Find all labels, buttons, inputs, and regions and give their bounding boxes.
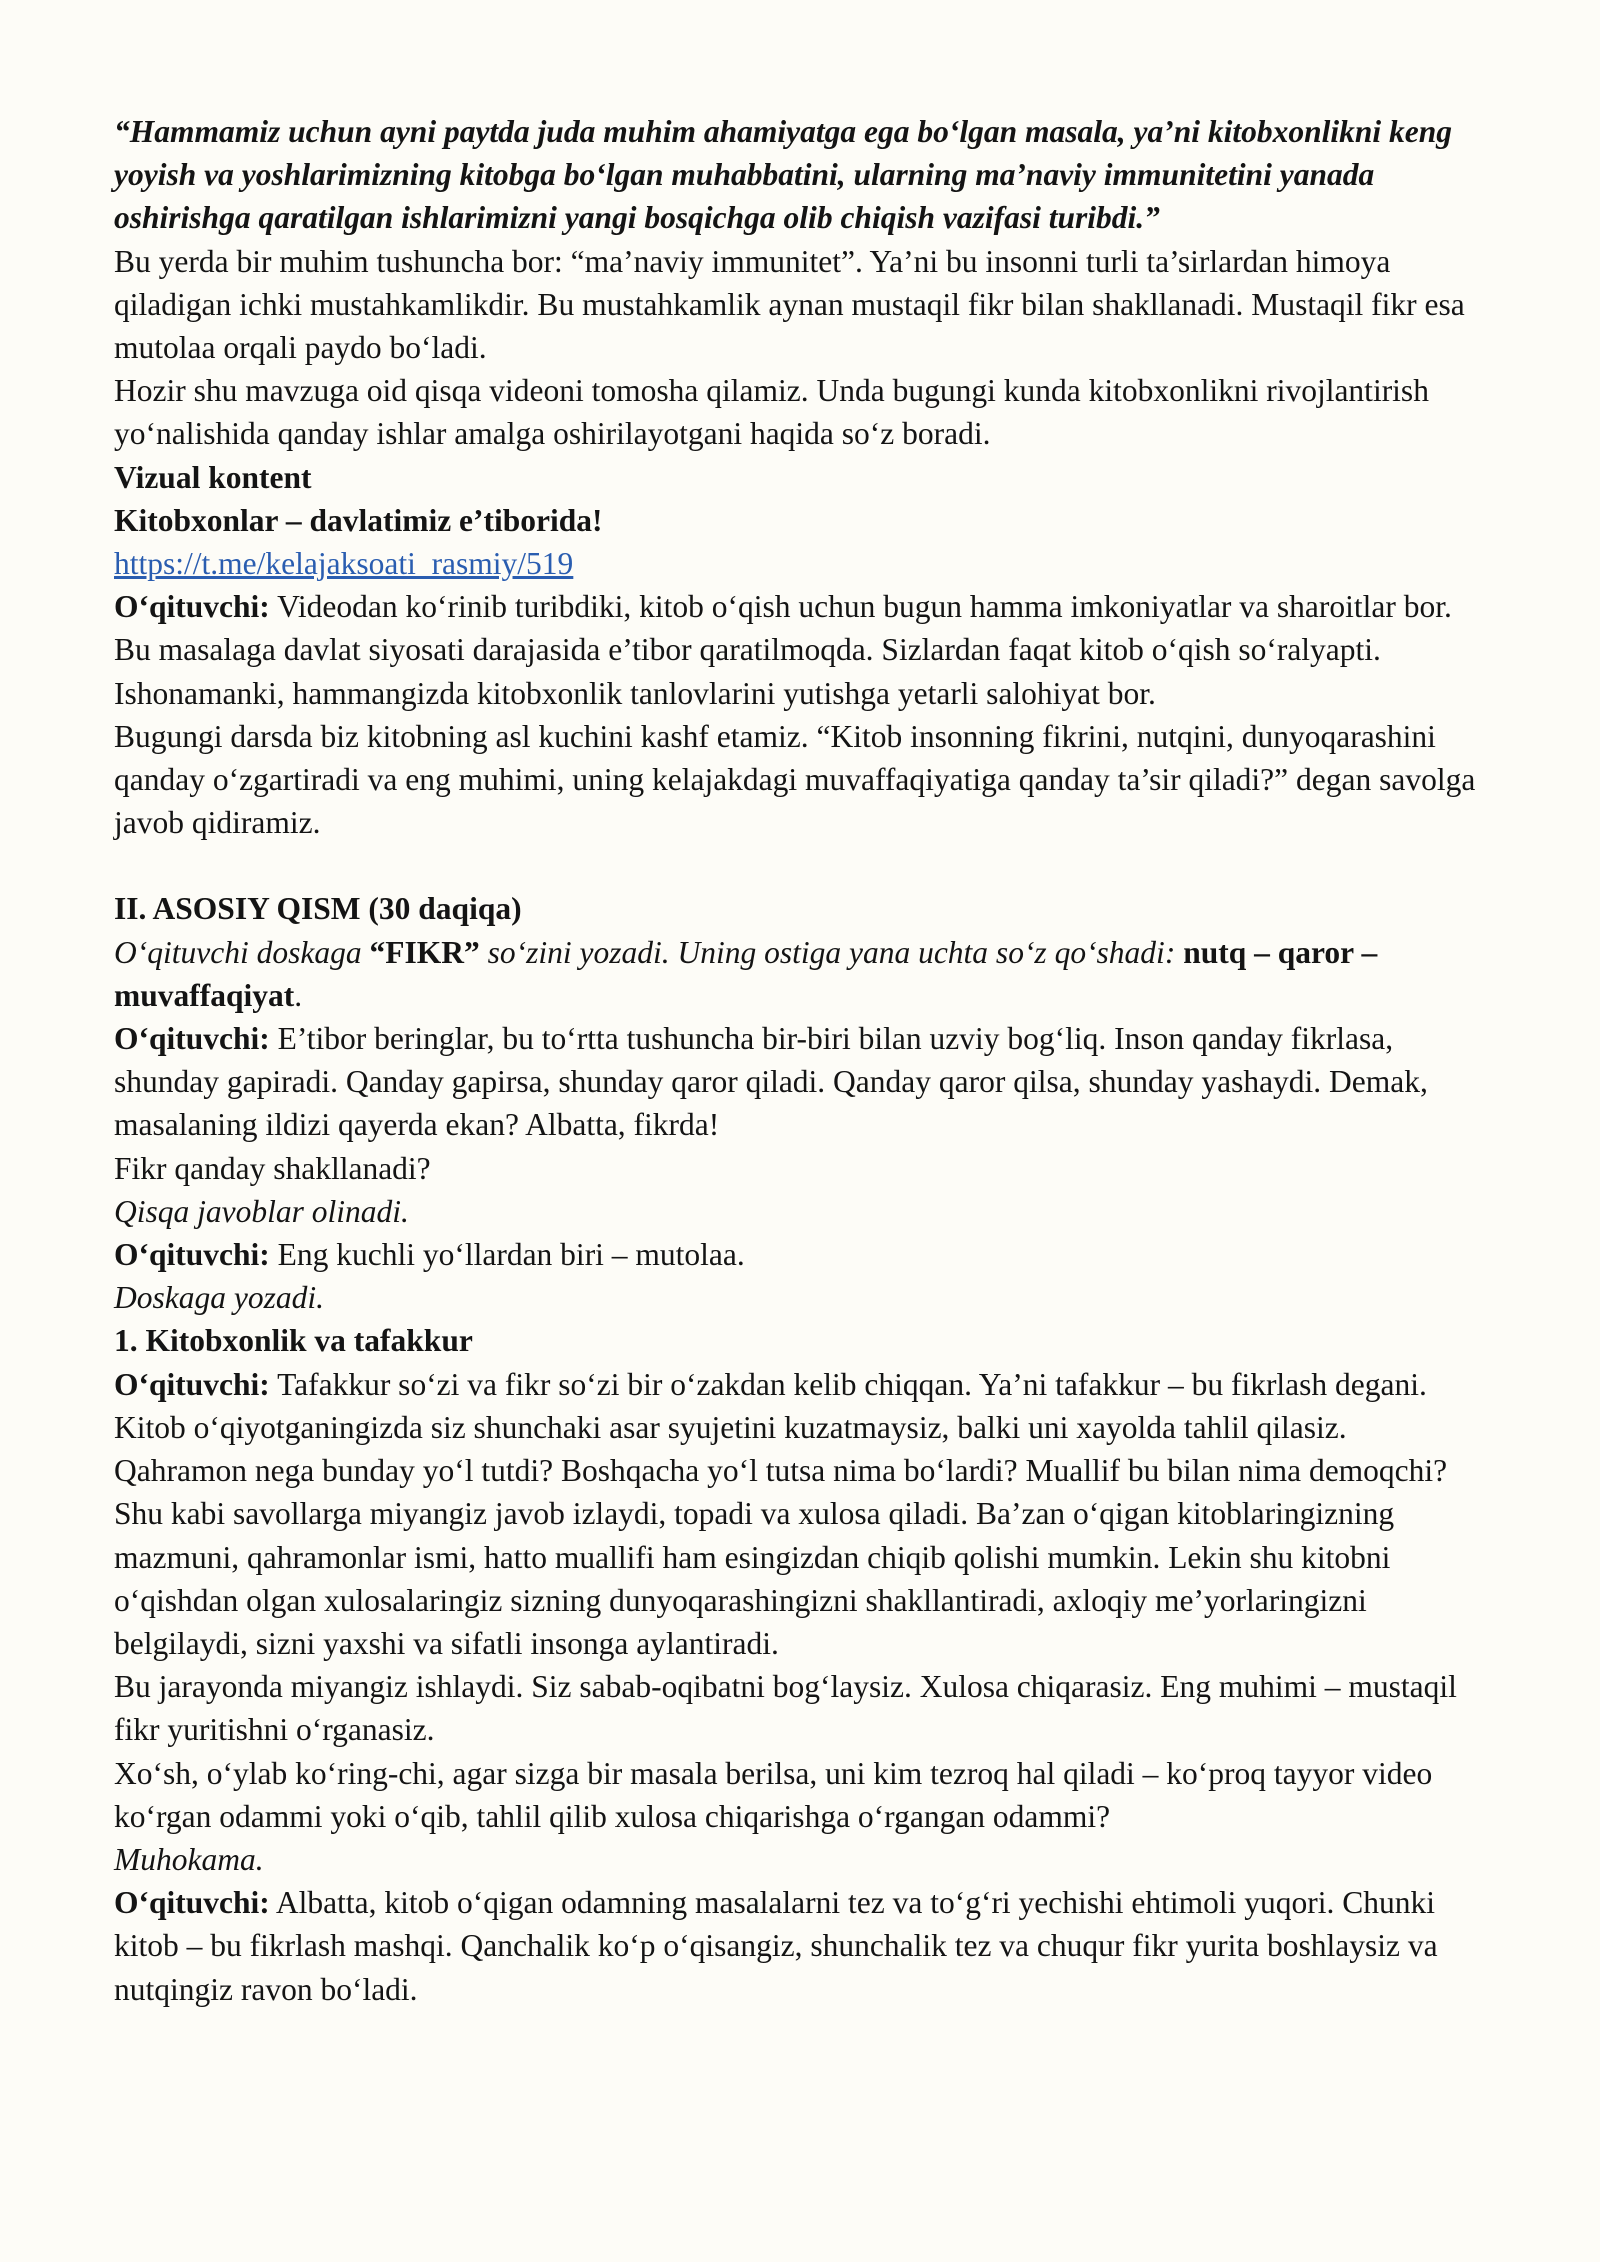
speaker-label: O‘qituvchi: [114, 1237, 270, 1273]
speaker-label: O‘qituvchi: [114, 589, 270, 625]
board-text-2: so‘zini yozadi. Uning ostiga yana uchta so‘z qo‘shadi: [487, 934, 1176, 970]
teacher-text-2: E’tibor beringlar, bu to‘rtta tushuncha bir-biri bilan uzviy bog‘liq. Inson qanday fikrlasa, shunday gapiradi. Qanday gapirsa, shunday qaror qiladi. Qanday qaror qilsa, shunday yashaydi. Demak, masalaning ildizi qayerda ekan? Albatta, fikrda! [114, 1021, 1428, 1143]
think-paragraph: Xo‘sh, o‘ylab ko‘ring-chi, agar sizga bir masala berilsa, uni kim tezroq hal qiladi – ko‘proq tayyor video ko‘rgan odammi yoki o‘qib, tahlil qilib xulosa chiqarishga o‘rgangan odammi? [114, 1755, 1433, 1834]
speaker-label: O‘qituvchi: [114, 1021, 270, 1057]
video-intro-paragraph: Hozir shu mavzuga oid qisqa videoni tomosha qilamiz. Unda bugungi kunda kitobxonlikni rivojlantirish yo‘nalishida qanday ishlar amalga oshirilayotgani haqida so‘z boradi. [114, 373, 1429, 452]
board-words: nutq – qaror – muvaffaqiyat [114, 934, 1378, 1013]
visual-content-title: Kitobxonlar – davlatimiz e’tiborida! [114, 502, 603, 538]
lesson-question-paragraph: Bugungi darsda biz kitobning asl kuchini kashf etamiz. “Kitob insonning fikrini, nutqini, dunyoqarashini qanday o‘zgartiradi va eng muhimi, uning kelajakdagi muvaffaqiyatiga qanday ta’sir qiladi?” degan savolga javob qidiramiz. [114, 718, 1476, 841]
visual-content-heading: Vizual kontent [114, 459, 312, 495]
quote-paragraph: “Hammamiz uchun ayni paytda juda muhim ahamiyatga ega bo‘lgan masala, ya’ni kitobxonlikni keng yoyish va yoshlarimizning kitobga bo‘lgan muhabbatini, ularning ma’naviy immunitetini yanada oshirishga qaratilgan ishlarimizni yangi bosqichga olib chiqish vazifasi turibdi.” [114, 114, 1453, 236]
teacher-text-3: Eng kuchli yo‘llardan biri – mutolaa. [277, 1237, 745, 1273]
speaker-label: O‘qituvchi: [114, 1366, 270, 1402]
teacher-text-1: Videodan ko‘rinib turibdiki, kitob o‘qish uchun bugun hamma imkoniyatlar va sharoitlar bor. Bu masalaga davlat siyosati darajasida e’tibor qaratilmoqda. Sizlardan faqat kitob o‘qish so‘ralyapti. Ishonamanki, hammangizda kitobxonlik tanlovlarini yutishga yetarli salohiyat bor. [114, 589, 1452, 711]
board-text-1: O‘qituvchi doskaga [114, 934, 362, 970]
brain-paragraph: Bu jarayonda miyangiz ishlaydi. Siz sabab-oqibatni bog‘laysiz. Xulosa chiqarasiz. Eng muhimi – mustaqil fikr yuritishni o‘rganasiz. [114, 1669, 1457, 1748]
paragraph-gap [114, 844, 1480, 887]
reading-paragraph: Kitob o‘qiyotganingizda siz shunchaki asar syujetini kuzatmaysiz, balki uni xayolda tahlil qilasiz. Qahramon nega bunday yo‘l tutdi? Boshqacha yo‘l tutsa nima bo‘lardi? Muallif bu bilan nima demoqchi? Shu kabi savollarga miyangiz javob izlaydi, topadi va xulosa qiladi. Ba’zan o‘qigan kitoblaringizning mazmuni, qahramonlar ismi, hatto muallifi ham esingizdan chiqib qolishi mumkin. Lekin shu kitobni o‘qishdan olgan xulosalaringiz sizning dunyoqarashingizni shakllantiradi, axloqiy me’yorlaringizni belgilaydi, sizni yaxshi va sifatli insonga aylantiradi. [114, 1409, 1448, 1661]
question-line: Fikr qanday shakllanadi? [114, 1150, 431, 1186]
video-link-line [114, 542, 1480, 585]
subheading-reading-thinking: 1. Kitobxonlik va tafakkur [114, 1323, 473, 1359]
speaker-label: O‘qituvchi: [114, 1885, 270, 1921]
section-heading: II. ASOSIY QISM (30 daqiqa) [114, 891, 522, 927]
teacher-text-5: Albatta, kitob o‘qigan odamning masalalarni tez va to‘g‘ri yechishi ehtimoli yuqori. Chunki kitob – bu fikrlash mashqi. Qanchalik ko‘p o‘qisangiz, shunchalik tez va chuqur fikr yurita boshlaysiz va nutqingiz ravon bo‘ladi. [114, 1885, 1438, 2007]
teacher-paragraph-3 [114, 1233, 1480, 1276]
teacher-text-4: Tafakkur so‘zi va fikr so‘zi bir o‘zakdan kelib chiqqan. Ya’ni tafakkur – bu fikrlash degani. [277, 1366, 1427, 1402]
discussion-line: Muhokama. [114, 1841, 264, 1877]
immunity-paragraph: Bu yerda bir muhim tushuncha bor: “ma’naviy immunitet”. Ya’ni bu insonni turli ta’sirlardan himoya qiladigan ichki mustahkamlikdir. Bu mustahkamlik aynan mustaqil fikr bilan shakllanadi. Mustaqil fikr esa mutolaa orqali paydo bo‘ladi. [114, 243, 1465, 366]
teacher-paragraph-1 [114, 585, 1480, 715]
writes-board-line: Doskaga yozadi. [114, 1280, 324, 1316]
teacher-paragraph-4 [114, 1363, 1480, 1406]
board-instruction-paragraph [114, 931, 1480, 1017]
teacher-paragraph-2 [114, 1017, 1480, 1147]
teacher-paragraph-5 [114, 1881, 1480, 2011]
board-end: . [294, 977, 303, 1013]
short-answers-line: Qisqa javoblar olinadi. [114, 1193, 409, 1229]
video-link[interactable]: https://t.me/kelajaksoati_rasmiy/519 [114, 546, 574, 582]
board-word: “FIKR” [369, 934, 480, 970]
